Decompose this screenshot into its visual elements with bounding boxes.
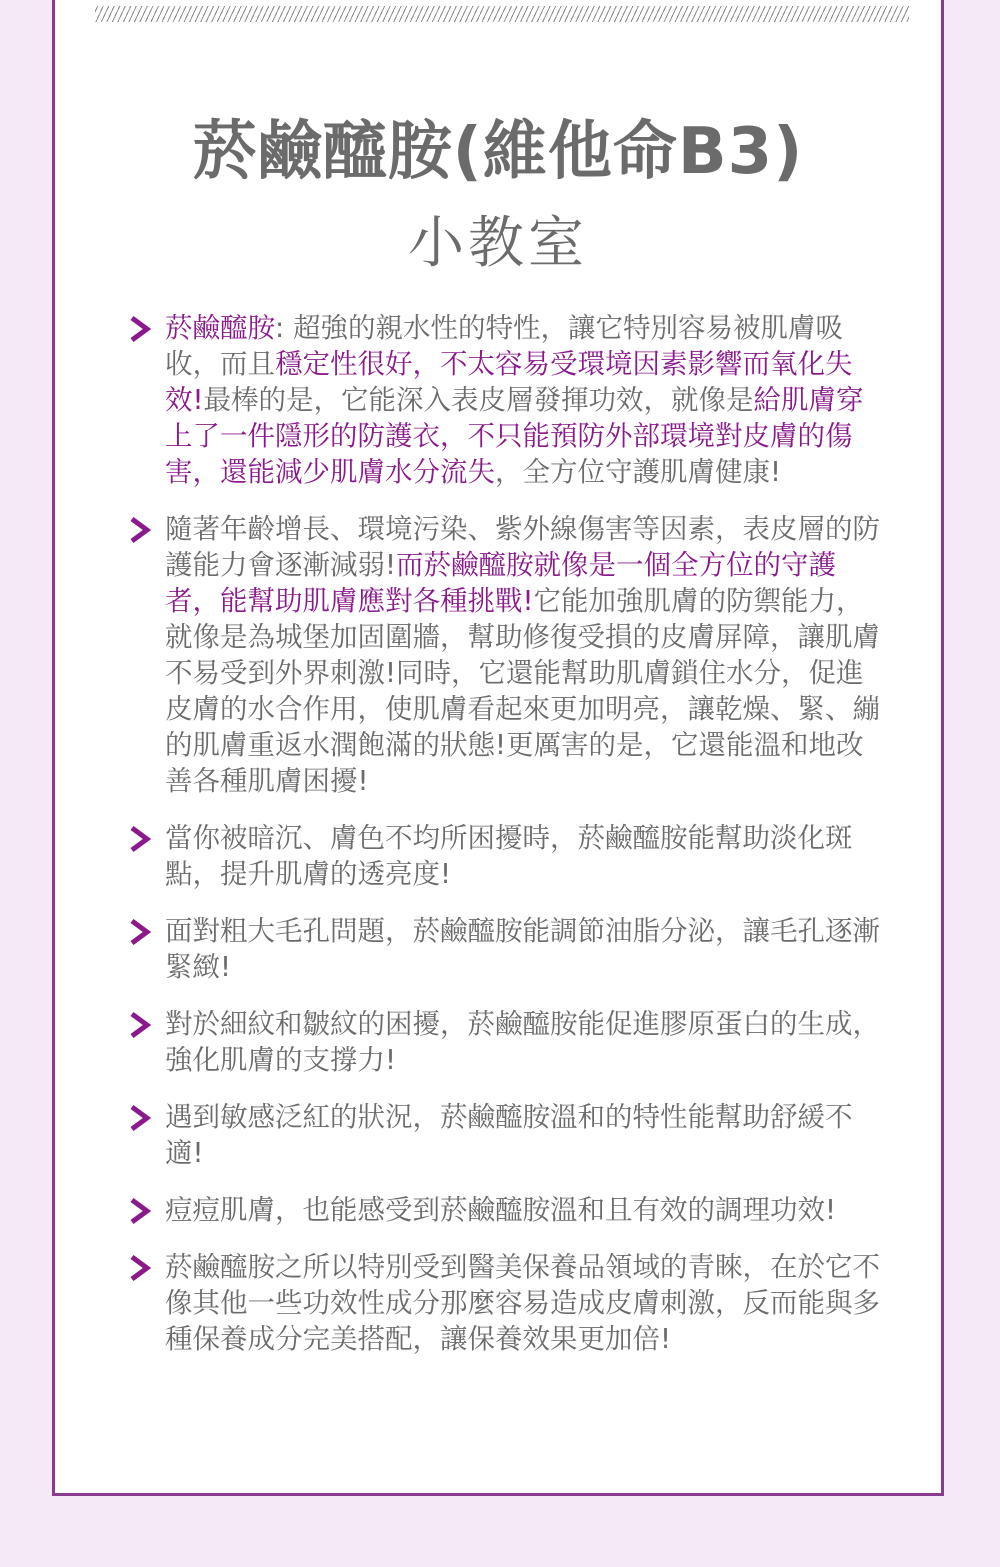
bullet-list <box>121 310 891 1378</box>
body-text: 遇到敏感泛紅的狀況，菸鹼醯胺溫和的特性能幫助舒緩不適! <box>165 1101 853 1169</box>
decorative-hatch-divider <box>95 6 909 22</box>
body-text: 它能加強肌膚的防禦能力，就像是為城堡加固圍牆，幫助修復受損的皮膚屏障，讓肌膚不易受到外界刺激!同時，它還能幫助肌膚鎖住水分，促進皮膚的水合作用，使肌膚看起來更加明亮，讓乾燥、緊、繃的肌膚重返水潤飽滿的狀態!更厲害的是，它還能溫和地改善各種肌膚困擾! <box>165 585 880 797</box>
body-text: 最棒的是，它能深入表皮層發揮功效，就像是 <box>203 384 754 416</box>
chevron-right-icon <box>129 517 151 543</box>
highlighted-text: 給肌膚穿上了一件隱形的防護衣，不只能預防外部環境對皮膚的傷害，還能減少肌膚水分流失 <box>165 384 864 488</box>
body-text: : 超強的親水性的特性，讓它特別容易被肌膚吸收，而且 <box>165 312 844 380</box>
list-item <box>121 511 891 799</box>
page-title: 菸鹼醯胺(維他命B3) <box>192 115 804 189</box>
chevron-right-icon <box>129 316 151 342</box>
body-text: 痘痘肌膚，也能感受到菸鹼醯胺溫和且有效的調理功效! <box>165 1194 837 1226</box>
body-text: 隨著年齡增長、環境污染、紫外線傷害等因素，表皮層的防護能力會逐漸減弱! <box>165 513 880 581</box>
page-subtitle: 小教室 <box>408 211 588 276</box>
list-item <box>121 1192 891 1228</box>
list-item <box>121 310 891 490</box>
chevron-right-icon <box>129 919 151 945</box>
highlighted-text: 穩定性很好，不太容易受環境因素影響而氧化失效! <box>165 348 853 416</box>
highlighted-text: 菸鹼醯胺 <box>165 312 275 344</box>
body-text: ，全方位守護肌膚健康! <box>495 456 782 488</box>
chevron-right-icon <box>129 1105 151 1131</box>
body-text: 對於細紋和皺紋的困擾，菸鹼醯胺能促進膠原蛋白的生成，強化肌膚的支撐力! <box>165 1008 880 1076</box>
body-text: 面對粗大毛孔問題，菸鹼醯胺能調節油脂分泌，讓毛孔逐漸緊緻! <box>165 915 880 983</box>
highlighted-text: 而菸鹼醯胺就像是一個全方位的守護者，能幫助肌膚應對各種挑戰! <box>165 549 837 617</box>
chevron-right-icon <box>129 1012 151 1038</box>
list-item <box>121 820 891 892</box>
content-card <box>52 0 944 1496</box>
body-text: 當你被暗沉、膚色不均所困擾時，菸鹼醯胺能幫助淡化斑點，提升肌膚的透亮度! <box>165 822 853 890</box>
chevron-right-icon <box>129 1198 151 1224</box>
list-item <box>121 1249 891 1357</box>
list-item <box>121 1099 891 1171</box>
chevron-right-icon <box>129 826 151 852</box>
body-text: 菸鹼醯胺之所以特別受到醫美保養品領域的青睞，在於它不像其他一些功效性成分那麼容易造成皮膚刺激，反而能與多種保養成分完美搭配，讓保養效果更加倍! <box>165 1251 880 1355</box>
chevron-right-icon <box>129 1255 151 1281</box>
list-item <box>121 913 891 985</box>
list-item <box>121 1006 891 1078</box>
